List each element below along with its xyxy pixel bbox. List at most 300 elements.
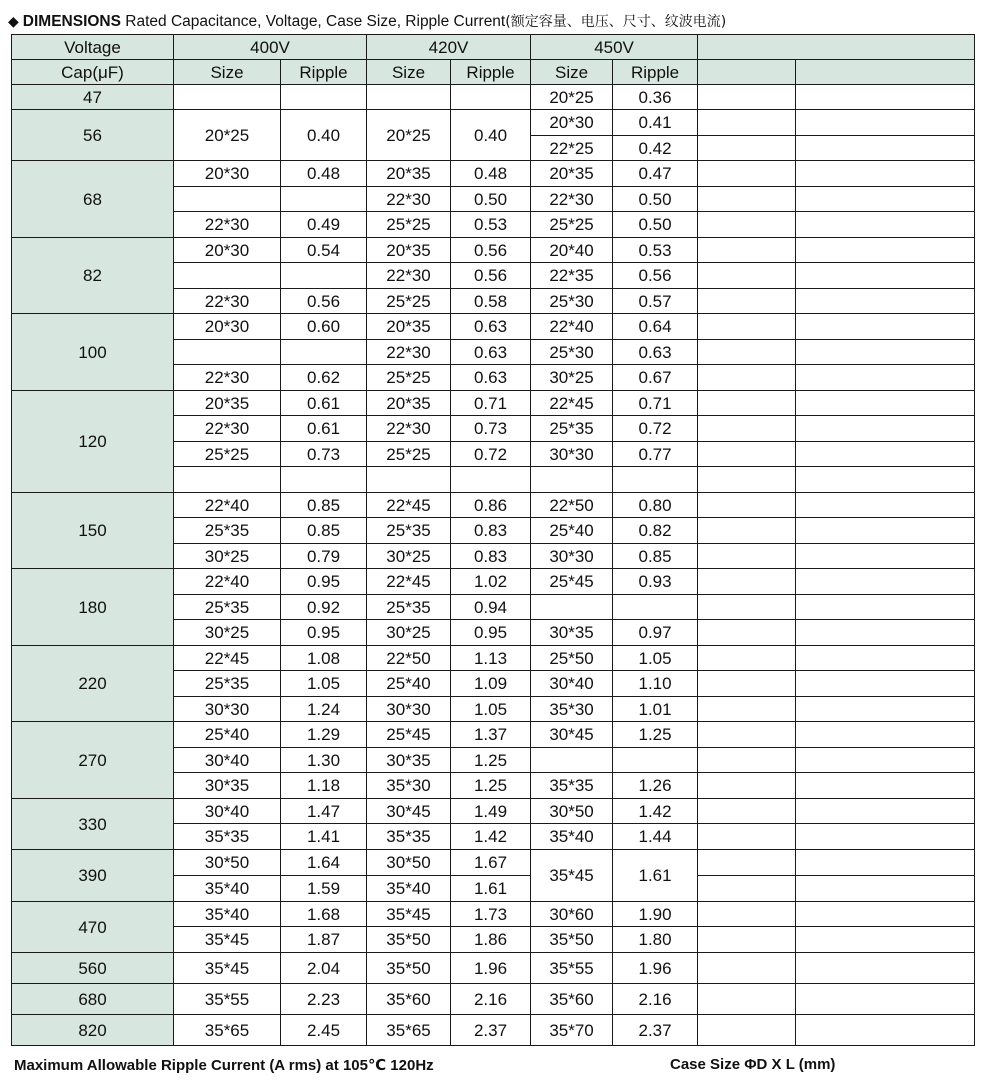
- size-cell: 30*50: [174, 850, 281, 876]
- empty-cell: [698, 773, 796, 799]
- ripple-cell: 1.49: [451, 799, 531, 824]
- capacitance-cell: 390: [12, 850, 174, 902]
- size-cell: 25*25: [367, 212, 451, 238]
- size-cell: 22*25: [531, 136, 613, 161]
- size-cell: 20*35: [174, 391, 281, 416]
- size-cell: 25*35: [367, 518, 451, 544]
- empty-cell: [698, 902, 796, 927]
- size-cell: 25*40: [531, 518, 613, 544]
- footer-case-size-note: Case Size ΦD X L (mm): [670, 1056, 836, 1073]
- ripple-cell: 0.93: [613, 569, 698, 595]
- size-cell: 30*25: [174, 620, 281, 646]
- ripple-cell: 1.42: [613, 799, 698, 824]
- empty-cell: [796, 876, 975, 902]
- empty-cell: [796, 212, 975, 238]
- ripple-cell: 1.44: [613, 824, 698, 850]
- ripple-cell: [451, 467, 531, 493]
- ripple-cell: 0.83: [451, 518, 531, 544]
- size-cell: [174, 263, 281, 289]
- ripple-cell: 1.37: [451, 722, 531, 748]
- size-cell: 20*40: [531, 238, 613, 263]
- ripple-cell: 0.54: [281, 238, 367, 263]
- ripple-cell: 2.37: [451, 1015, 531, 1046]
- voltage-400-header: 400V: [174, 35, 367, 60]
- voltage-450-header: 450V: [531, 35, 698, 60]
- table-row: [12, 799, 975, 824]
- size-cell: 35*50: [367, 927, 451, 953]
- ripple-cell: 0.73: [451, 416, 531, 442]
- size-cell: 30*45: [367, 799, 451, 824]
- size-cell: 25*50: [531, 646, 613, 671]
- size-cell: 22*35: [531, 263, 613, 289]
- ripple-cell: 1.42: [451, 824, 531, 850]
- size-cell: 30*25: [174, 544, 281, 569]
- dimensions-table: [11, 34, 975, 1046]
- ripple-cell: 0.53: [613, 238, 698, 263]
- size-cell: [174, 187, 281, 212]
- empty-cell: [698, 238, 796, 263]
- cap-header: Cap(μF): [12, 60, 174, 85]
- ripple-cell: 0.61: [281, 416, 367, 442]
- size-cell: 35*70: [531, 1015, 613, 1046]
- empty-cell: [796, 467, 975, 493]
- empty-cell: [796, 391, 975, 416]
- ripple-cell: 0.85: [613, 544, 698, 569]
- ripple-cell: 0.95: [451, 620, 531, 646]
- empty-cell: [698, 850, 796, 876]
- size-cell: 25*25: [367, 289, 451, 314]
- size-cell: [174, 85, 281, 110]
- size-cell: 35*35: [174, 824, 281, 850]
- ripple-cell: 0.56: [451, 238, 531, 263]
- ripple-cell: 0.60: [281, 314, 367, 340]
- capacitance-cell: 100: [12, 314, 174, 391]
- ripple-cell: 0.85: [281, 493, 367, 518]
- size-cell: 22*45: [531, 391, 613, 416]
- ripple-cell: [281, 187, 367, 212]
- ripple-cell: 0.73: [281, 442, 367, 467]
- capacitance-cell: 82: [12, 238, 174, 314]
- empty-cell: [796, 238, 975, 263]
- empty-cell: [698, 646, 796, 671]
- ripple-cell: 1.05: [281, 671, 367, 697]
- ripple-cell: 0.64: [613, 314, 698, 340]
- size-cell: 20*25: [531, 85, 613, 110]
- size-cell: 20*25: [174, 110, 281, 161]
- empty-cell: [796, 136, 975, 161]
- size-cell: 25*30: [531, 289, 613, 314]
- ripple-cell: 1.64: [281, 850, 367, 876]
- size-cell: 22*30: [174, 289, 281, 314]
- empty-cell: [796, 799, 975, 824]
- size-cell: 25*30: [531, 340, 613, 365]
- ripple-cell: 0.63: [451, 365, 531, 391]
- size-cell: 25*25: [367, 365, 451, 391]
- document-title: [8, 10, 726, 32]
- capacitance-cell: 680: [12, 984, 174, 1015]
- capacitance-cell: 330: [12, 799, 174, 850]
- ripple-cell: 0.83: [451, 544, 531, 569]
- size-cell: 35*50: [367, 953, 451, 984]
- ripple-cell: 1.05: [451, 697, 531, 722]
- capacitance-cell: 56: [12, 110, 174, 161]
- size-cell: 22*50: [367, 646, 451, 671]
- ripple-cell: 0.36: [613, 85, 698, 110]
- empty-cell: [698, 187, 796, 212]
- table-row: [12, 984, 975, 1015]
- ripple-cell: 0.63: [451, 314, 531, 340]
- ripple-cell: 1.30: [281, 748, 367, 773]
- table-row: [12, 493, 975, 518]
- empty-cell: [698, 1015, 796, 1046]
- empty-cell: [796, 365, 975, 391]
- ripple-cell: 0.63: [451, 340, 531, 365]
- table-row: [12, 161, 975, 187]
- size-cell: 30*35: [174, 773, 281, 799]
- ripple-cell: 0.40: [451, 110, 531, 161]
- table-row: [12, 314, 975, 340]
- empty-cell: [796, 902, 975, 927]
- empty-cell: [698, 722, 796, 748]
- capacitance-cell: 470: [12, 902, 174, 953]
- ripple-cell: 0.94: [451, 595, 531, 620]
- ripple-cell: 2.37: [613, 1015, 698, 1046]
- voltage-header: Voltage: [12, 35, 174, 60]
- empty-cell: [698, 984, 796, 1015]
- empty-cell: [698, 416, 796, 442]
- title-chinese: (额定容量、电压、尺寸、纹波电流): [505, 14, 727, 30]
- size-cell: 30*35: [367, 748, 451, 773]
- size-cell: 20*25: [367, 110, 451, 161]
- empty-cell: [796, 518, 975, 544]
- empty-cell: [796, 289, 975, 314]
- table-row: [12, 953, 975, 984]
- size-cell: 22*50: [531, 493, 613, 518]
- table-row: [12, 646, 975, 671]
- capacitance-cell: 47: [12, 85, 174, 110]
- size-cell: 20*35: [531, 161, 613, 187]
- ripple-cell: 0.95: [281, 569, 367, 595]
- empty-header-cell: [796, 60, 975, 85]
- ripple-cell: 1.86: [451, 927, 531, 953]
- empty-cell: [698, 314, 796, 340]
- ripple-cell: 1.02: [451, 569, 531, 595]
- size-cell: 35*60: [367, 984, 451, 1015]
- empty-header-cell: [698, 35, 975, 60]
- size-cell: 35*40: [367, 876, 451, 902]
- size-cell: 22*45: [367, 569, 451, 595]
- ripple-cell: 1.29: [281, 722, 367, 748]
- size-cell: 22*30: [367, 340, 451, 365]
- table-row: [12, 722, 975, 748]
- capacitance-cell: 560: [12, 953, 174, 984]
- ripple-cell: 1.26: [613, 773, 698, 799]
- size-cell: 22*30: [367, 187, 451, 212]
- size-cell: 22*45: [367, 493, 451, 518]
- diamond-bullet-icon: ◆: [8, 13, 19, 29]
- empty-cell: [796, 416, 975, 442]
- header-row-sub: [12, 60, 975, 85]
- ripple-cell: 1.59: [281, 876, 367, 902]
- ripple-cell: 0.61: [281, 391, 367, 416]
- table-row: [12, 85, 975, 110]
- empty-cell: [796, 850, 975, 876]
- size-cell: 20*35: [367, 391, 451, 416]
- table-row: [12, 391, 975, 416]
- size-cell: 22*30: [531, 187, 613, 212]
- size-cell: 35*50: [531, 927, 613, 953]
- empty-cell: [796, 620, 975, 646]
- ripple-cell: 1.67: [451, 850, 531, 876]
- empty-cell: [698, 340, 796, 365]
- empty-cell: [796, 595, 975, 620]
- size-cell: 35*40: [531, 824, 613, 850]
- ripple-cell: 1.61: [613, 850, 698, 902]
- empty-cell: [796, 953, 975, 984]
- capacitance-cell: 220: [12, 646, 174, 722]
- ripple-cell: 2.16: [613, 984, 698, 1015]
- size-cell: 25*40: [367, 671, 451, 697]
- size-cell: 35*35: [367, 824, 451, 850]
- ripple-cell: 1.68: [281, 902, 367, 927]
- size-cell: 30*30: [531, 544, 613, 569]
- size-cell: 20*35: [367, 314, 451, 340]
- ripple-cell: 0.41: [613, 110, 698, 136]
- ripple-cell: 1.47: [281, 799, 367, 824]
- size-cell: 25*25: [367, 442, 451, 467]
- ripple-cell: [613, 467, 698, 493]
- size-cell: 35*45: [174, 927, 281, 953]
- voltage-420-header: 420V: [367, 35, 531, 60]
- size-cell: 25*35: [174, 518, 281, 544]
- empty-cell: [796, 748, 975, 773]
- size-cell: 25*45: [531, 569, 613, 595]
- ripple-cell: 0.56: [281, 289, 367, 314]
- empty-cell: [796, 544, 975, 569]
- empty-cell: [796, 314, 975, 340]
- empty-cell: [698, 620, 796, 646]
- size-cell: 35*65: [367, 1015, 451, 1046]
- ripple-cell: 0.50: [613, 187, 698, 212]
- ripple-cell: 0.77: [613, 442, 698, 467]
- capacitance-cell: 120: [12, 391, 174, 493]
- empty-cell: [796, 187, 975, 212]
- size-cell: [367, 85, 451, 110]
- size-cell: 35*40: [174, 876, 281, 902]
- ripple-cell: 0.50: [613, 212, 698, 238]
- size-cell: 30*50: [367, 850, 451, 876]
- table-row: [12, 850, 975, 876]
- empty-cell: [698, 748, 796, 773]
- title-dimensions: DIMENSIONS: [22, 13, 121, 30]
- ripple-cell: 1.96: [451, 953, 531, 984]
- ripple-cell: 0.85: [281, 518, 367, 544]
- size-cell: 25*35: [174, 595, 281, 620]
- size-cell: 30*45: [531, 722, 613, 748]
- footer-ripple-note: Maximum Allowable Ripple Current (A rms) at 105℃ 120Hz: [14, 1057, 434, 1074]
- empty-cell: [796, 569, 975, 595]
- table-row: [12, 902, 975, 927]
- empty-cell: [796, 722, 975, 748]
- size-cell: 25*25: [174, 442, 281, 467]
- table-row: [12, 1015, 975, 1046]
- size-cell: 25*40: [174, 722, 281, 748]
- ripple-cell: 0.97: [613, 620, 698, 646]
- ripple-cell: 2.04: [281, 953, 367, 984]
- ripple-cell: 0.71: [613, 391, 698, 416]
- ripple-cell: 1.90: [613, 902, 698, 927]
- size-cell: 35*30: [531, 697, 613, 722]
- table-row: [12, 110, 975, 136]
- empty-cell: [796, 340, 975, 365]
- capacitance-cell: 270: [12, 722, 174, 799]
- empty-cell: [698, 136, 796, 161]
- size-cell: 35*40: [174, 902, 281, 927]
- size-cell: 22*40: [174, 493, 281, 518]
- size-cell: 22*30: [174, 212, 281, 238]
- ripple-cell: 1.87: [281, 927, 367, 953]
- size-cell: 22*30: [367, 416, 451, 442]
- size-cell: 35*55: [174, 984, 281, 1015]
- size-header: Size: [531, 60, 613, 85]
- size-cell: 35*45: [367, 902, 451, 927]
- ripple-cell: 0.80: [613, 493, 698, 518]
- empty-cell: [796, 824, 975, 850]
- size-cell: 30*40: [531, 671, 613, 697]
- size-cell: 35*55: [531, 953, 613, 984]
- size-cell: 35*60: [531, 984, 613, 1015]
- size-cell: 30*35: [531, 620, 613, 646]
- ripple-cell: 0.71: [451, 391, 531, 416]
- empty-cell: [796, 493, 975, 518]
- size-cell: 22*30: [367, 263, 451, 289]
- ripple-cell: 1.25: [451, 748, 531, 773]
- empty-cell: [796, 984, 975, 1015]
- ripple-header: Ripple: [451, 60, 531, 85]
- empty-cell: [698, 671, 796, 697]
- empty-cell: [796, 161, 975, 187]
- ripple-cell: 0.49: [281, 212, 367, 238]
- ripple-cell: 1.25: [613, 722, 698, 748]
- ripple-cell: 1.41: [281, 824, 367, 850]
- capacitance-cell: 180: [12, 569, 174, 646]
- empty-cell: [698, 467, 796, 493]
- size-cell: 30*40: [174, 748, 281, 773]
- size-cell: 22*30: [174, 365, 281, 391]
- size-cell: 30*25: [367, 620, 451, 646]
- ripple-cell: 2.45: [281, 1015, 367, 1046]
- empty-cell: [698, 876, 796, 902]
- empty-cell: [796, 773, 975, 799]
- size-cell: 30*30: [367, 697, 451, 722]
- ripple-cell: 1.61: [451, 876, 531, 902]
- empty-cell: [698, 544, 796, 569]
- ripple-cell: 1.09: [451, 671, 531, 697]
- ripple-cell: 1.24: [281, 697, 367, 722]
- size-cell: 22*45: [174, 646, 281, 671]
- size-cell: [531, 467, 613, 493]
- empty-cell: [698, 595, 796, 620]
- ripple-cell: [281, 85, 367, 110]
- ripple-cell: [613, 595, 698, 620]
- ripple-cell: 0.92: [281, 595, 367, 620]
- empty-cell: [698, 85, 796, 110]
- ripple-cell: [281, 467, 367, 493]
- ripple-cell: 0.79: [281, 544, 367, 569]
- ripple-cell: 1.96: [613, 953, 698, 984]
- ripple-cell: 0.86: [451, 493, 531, 518]
- size-cell: [174, 467, 281, 493]
- ripple-cell: 0.58: [451, 289, 531, 314]
- size-cell: 30*25: [367, 544, 451, 569]
- ripple-cell: 0.57: [613, 289, 698, 314]
- size-cell: 35*45: [531, 850, 613, 902]
- empty-cell: [698, 110, 796, 136]
- size-cell: 20*35: [367, 161, 451, 187]
- size-cell: 22*40: [174, 569, 281, 595]
- ripple-cell: [281, 263, 367, 289]
- ripple-cell: 0.42: [613, 136, 698, 161]
- capacitance-cell: 820: [12, 1015, 174, 1046]
- ripple-cell: 0.48: [451, 161, 531, 187]
- ripple-cell: 1.08: [281, 646, 367, 671]
- size-cell: 25*35: [531, 416, 613, 442]
- empty-cell: [796, 697, 975, 722]
- empty-cell: [796, 1015, 975, 1046]
- size-cell: 22*30: [174, 416, 281, 442]
- size-cell: 25*45: [367, 722, 451, 748]
- size-cell: 25*35: [367, 595, 451, 620]
- size-cell: [531, 748, 613, 773]
- empty-cell: [698, 927, 796, 953]
- capacitance-cell: 150: [12, 493, 174, 569]
- size-cell: 30*60: [531, 902, 613, 927]
- size-cell: 35*45: [174, 953, 281, 984]
- empty-cell: [698, 442, 796, 467]
- empty-cell: [796, 442, 975, 467]
- ripple-cell: 2.23: [281, 984, 367, 1015]
- empty-cell: [796, 671, 975, 697]
- empty-cell: [796, 85, 975, 110]
- ripple-cell: 0.53: [451, 212, 531, 238]
- size-cell: 35*65: [174, 1015, 281, 1046]
- ripple-cell: [613, 748, 698, 773]
- empty-cell: [698, 569, 796, 595]
- ripple-cell: 0.72: [451, 442, 531, 467]
- ripple-cell: 0.56: [451, 263, 531, 289]
- title-description: Rated Capacitance, Voltage, Case Size, Ripple Current: [120, 13, 506, 30]
- ripple-cell: 1.25: [451, 773, 531, 799]
- ripple-cell: 0.63: [613, 340, 698, 365]
- ripple-cell: 1.13: [451, 646, 531, 671]
- ripple-cell: [281, 340, 367, 365]
- ripple-cell: [451, 85, 531, 110]
- ripple-cell: 0.40: [281, 110, 367, 161]
- size-cell: 30*30: [531, 442, 613, 467]
- size-cell: 25*25: [531, 212, 613, 238]
- table-row: [12, 569, 975, 595]
- ripple-cell: 1.01: [613, 697, 698, 722]
- size-cell: 25*35: [174, 671, 281, 697]
- empty-cell: [698, 518, 796, 544]
- empty-cell: [698, 953, 796, 984]
- empty-cell: [698, 391, 796, 416]
- ripple-cell: 0.72: [613, 416, 698, 442]
- empty-header-cell: [698, 60, 796, 85]
- size-cell: 20*30: [174, 238, 281, 263]
- ripple-cell: 0.56: [613, 263, 698, 289]
- empty-cell: [698, 365, 796, 391]
